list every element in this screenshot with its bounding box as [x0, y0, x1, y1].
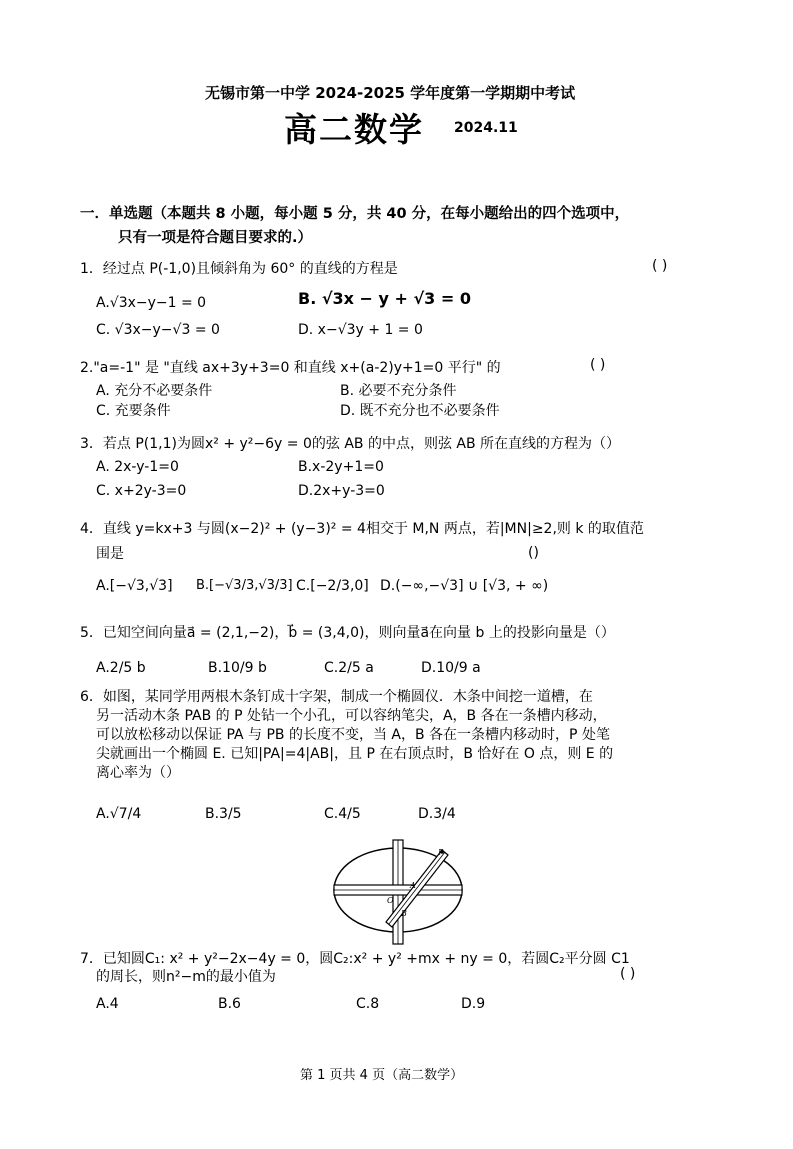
section-heading-cont: 只有一项是符合题目要求的.）	[118, 230, 313, 246]
question-6-option-b: B.3/5	[205, 806, 242, 822]
question-2-option-c: C. 充要条件	[96, 403, 171, 419]
question-6-stem-cont: 离心率为（）	[96, 765, 180, 781]
label-b: B	[401, 909, 407, 918]
label-o: O	[387, 896, 394, 905]
question-2-answer-paren: ( )	[590, 357, 606, 373]
question-7-stem: 7．已知圆C₁: x² + y²−2x−4y = 0，圆C₂:x² + y² +mx + ny = 0，若圆C₂平分圆 C1	[80, 951, 630, 967]
question-3-stem: 3．若点 P(1,1)为圆x² + y²−6y = 0的弦 AB 的中点，则弦 AB 所在直线的方程为（）	[80, 436, 621, 452]
question-2-option-d: D. 既不充分也不必要条件	[340, 403, 500, 419]
question-5-stem: 5．已知空间向量a⃗ = (2,1,−2)，b⃗ = (3,4,0)，则向量a⃗在向量 b 上的投影向量是（）	[80, 625, 615, 641]
question-4-option-c: C.[−2/3,0]	[296, 578, 369, 594]
question-6-stem-cont: 尖就画出一个椭圆 E. 已知|PA|=4|AB|，且 P 在右顶点时，B 恰好在 O 点，则 E 的	[96, 746, 614, 762]
question-3-option-b: B.x-2y+1=0	[298, 459, 384, 475]
question-4-stem-cont: 围是	[96, 546, 124, 562]
question-5-option-b: B.10/9 b	[208, 660, 267, 676]
question-5-option-d: D.10/9 a	[421, 660, 481, 676]
page-footer: 第 1 页共 4 页（高二数学）	[300, 1068, 464, 1083]
question-3-option-d: D.2x+y-3=0	[298, 483, 385, 499]
question-7-option-a: A.4	[96, 996, 119, 1012]
question-1-stem: 1．经过点 P(-1,0)且倾斜角为 60° 的直线的方程是	[80, 261, 398, 277]
question-6-stem: 6．如图，某同学用两根木条钉成十字架，制成一个椭圆仪．木条中间挖一道槽，在	[80, 689, 593, 705]
question-5-option-c: C.2/5 a	[324, 660, 374, 676]
page-title: 高二数学	[284, 110, 424, 149]
question-4-option-a: A.[−√3,√3]	[96, 578, 173, 594]
section-heading: 一．单选题（本题共 8 小题，每小题 5 分，共 40 分，在每小题给出的四个选项中，	[80, 206, 630, 222]
question-6-option-c: C.4/5	[324, 806, 361, 822]
question-2-option-a: A. 充分不必要条件	[96, 383, 213, 399]
question-1-answer-paren: ( )	[652, 258, 668, 274]
exam-date: 2024.11	[454, 120, 518, 136]
question-6-option-a: A.√7/4	[96, 806, 142, 822]
question-7-answer-paren: ( )	[620, 966, 636, 982]
label-p: P	[438, 848, 444, 857]
question-1-option-d: D. x−√3y + 1 = 0	[298, 322, 423, 338]
question-2-option-b: B. 必要不充分条件	[340, 383, 457, 399]
question-5-option-a: A.2/5 b	[96, 660, 146, 676]
question-1-option-a: A.√3x−y−1 = 0	[96, 295, 207, 311]
question-7-option-d: D.9	[461, 996, 486, 1012]
label-a: A	[410, 881, 416, 890]
question-7-stem-cont: 的周长，则n²−m的最小值为	[96, 969, 276, 985]
question-6-stem-cont: 另一活动木条 PAB 的 P 处钻一个小孔，可以容纳笔尖，A，B 各在一条槽内移动，	[96, 708, 607, 724]
question-3-option-a: A. 2x-y-1=0	[96, 459, 179, 475]
question-1-option-b: B. √3x − y + √3 = 0	[298, 289, 471, 308]
question-6-option-d: D.3/4	[418, 806, 456, 822]
question-4-option-b: B.[−√3/3,√3/3]	[196, 578, 293, 593]
question-2-stem: 2."a=-1" 是 "直线 ax+3y+3=0 和直线 x+(a-2)y+1=0 平行" 的	[80, 360, 501, 376]
question-4-stem: 4．直线 y=kx+3 与圆(x−2)² + (y−3)² = 4相交于 M,N 两点，若|MN|≥2,则 k 的取值范	[80, 521, 644, 537]
question-7-option-c: C.8	[356, 996, 380, 1012]
question-3-option-c: C. x+2y-3=0	[96, 483, 187, 499]
question-4-option-d: D.(−∞,−√3] ∪ [√3, + ∞)	[380, 578, 549, 594]
question-6-stem-cont: 可以放松移动以保证 PA 与 PB 的长度不变，当 A，B 各在一条槽内移动时，P 处笔	[96, 727, 610, 743]
ellipse-instrument-figure	[330, 838, 466, 948]
question-1-option-c: C. √3x−y−√3 = 0	[96, 322, 220, 338]
question-7-option-b: B.6	[218, 996, 241, 1012]
exam-header: 无锡市第一中学 2024-2025 学年度第一学期期中考试	[205, 84, 576, 102]
question-4-answer-paren: ()	[528, 545, 539, 561]
